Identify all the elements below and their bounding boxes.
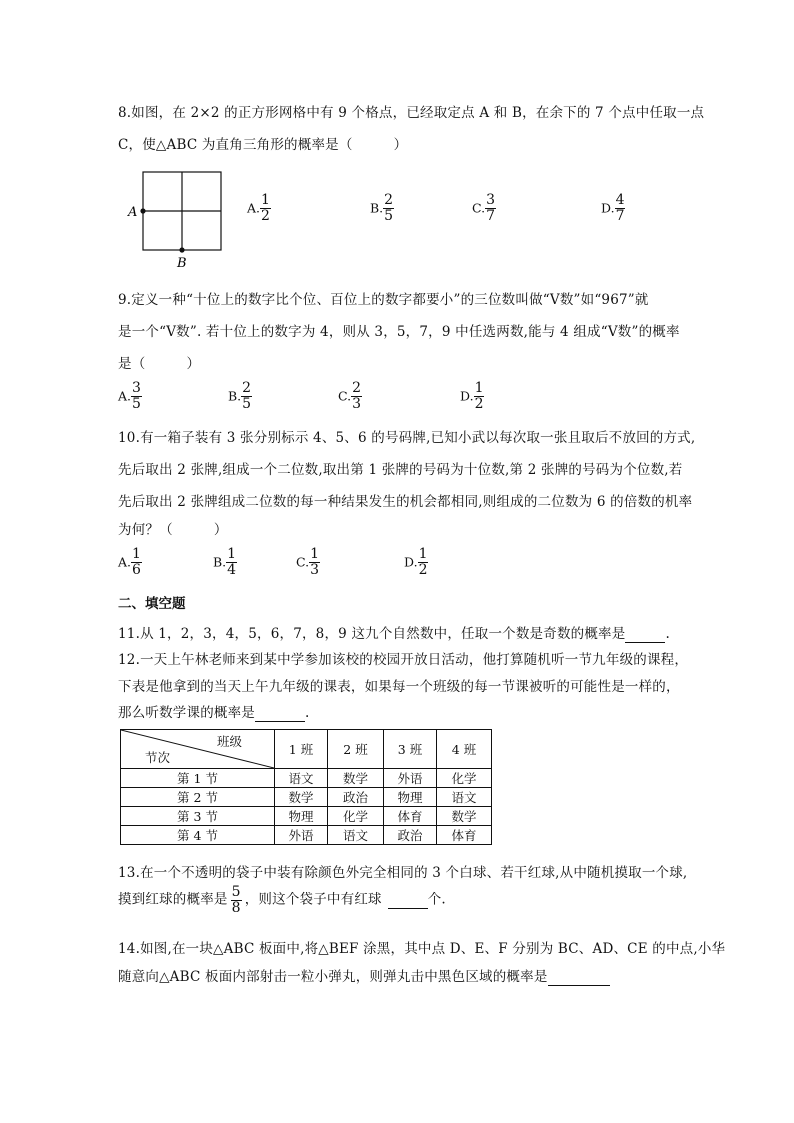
q13-text-mid: ，则这个袋子中有红球 xyxy=(244,891,382,908)
table-cell: 数学 xyxy=(275,788,328,807)
point-a-dot xyxy=(140,208,145,213)
q10-line-3: 先后取出 2 张牌组成二位数的每一种结果发生的机会都相同,则组成的二位数为 6 的倍数的机率 xyxy=(118,494,693,510)
table-cell: 外语 xyxy=(275,826,328,845)
table-cell: 体育 xyxy=(384,807,437,826)
q13-line-1: 13.在一个不透明的袋子中装有除颜色外完全相同的 3 个白球、若干红球,从中随机摸取一个球, xyxy=(118,865,688,881)
q13-text-pre: 摸到红球的概率是 xyxy=(118,891,228,908)
table-cell: 政治 xyxy=(384,826,437,845)
q10-line-2: 先后取出 2 张牌,组成一个二位数,取出第 1 张牌的号码为十位数,第 2 张牌的号码为个位数,若 xyxy=(118,462,683,478)
q14-line-1: 14.如图,在一块△ABC 板面中,将△BEF 涂黑，其中点 D、E、F 分别为 BC、AD、CE 的中点,小华 xyxy=(118,941,726,957)
q11-text: 11.从 1，2，3，4，5，6，7，8，9 这九个自然数中，任取一个数是奇数的概率是 xyxy=(118,626,626,642)
table-cell: 数学 xyxy=(328,769,384,788)
table-cell: 语文 xyxy=(328,826,384,845)
table-header-class: 4 班 xyxy=(437,730,492,769)
point-a-label: A xyxy=(128,205,138,220)
table-cell: 外语 xyxy=(384,769,437,788)
q12-line-2: 下表是他拿到的当天上午九年级的课表，如果每一个班级的每一节课被听的可能性是一样的， xyxy=(118,679,680,695)
q13-text-post: 个. xyxy=(427,891,446,908)
q13-fraction: $\frac{5}{8}$ xyxy=(231,884,241,916)
table-cell-period: 第 3 节 xyxy=(121,807,275,826)
table-cell: 物理 xyxy=(384,788,437,807)
q9-line-2: 是一个“V数”. 若十位上的数字为 4，则从 3，5，7，9 中任选两数,能与 4 组成“V数”的概率 xyxy=(118,324,680,340)
table-header-class: 1 班 xyxy=(275,730,328,769)
q12-line-1: 12.一天上午林老师来到某中学参加该校的校园开放日活动，他打算随机听一节九年级的课程， xyxy=(118,652,689,668)
q10-option-b[interactable]: B. $\frac{1}{4}$ xyxy=(213,546,237,578)
table-cell: 化学 xyxy=(437,769,492,788)
q8-option-b[interactable]: B. $\frac{2}{5}$ xyxy=(370,192,394,224)
table-row xyxy=(121,788,492,807)
corner-label-period: 节次 xyxy=(145,750,171,765)
table-cell: 政治 xyxy=(328,788,384,807)
q10-line-1: 10.有一箱子装有 3 张分别标示 4、5、6 的号码牌,已知小武以每次取一张且取后不放回的方式, xyxy=(118,430,696,446)
q11-answer-blank[interactable] xyxy=(625,626,665,643)
q9-option-c[interactable]: C. $\frac{2}{3}$ xyxy=(338,380,362,412)
q12-tail: . xyxy=(305,705,310,721)
q12-line-3-wrap xyxy=(118,701,310,722)
table-header-class: 2 班 xyxy=(328,730,384,769)
table-row xyxy=(121,769,492,788)
table-corner-cell xyxy=(121,730,275,769)
table-cell: 物理 xyxy=(275,807,328,826)
q8-line-1: 8.如图，在 2×2 的正方形网格中有 9 个格点，已经取定点 A 和 B，在余下的 7 个点中任取一点 xyxy=(118,105,705,121)
table-row xyxy=(121,826,492,845)
corner-diagonal-line xyxy=(121,730,274,768)
q8-line-2: C，使△ABC 为直角三角形的概率是（ ） xyxy=(118,137,408,153)
table-cell: 语文 xyxy=(275,769,328,788)
q12-line-3: 那么听数学课的概率是 xyxy=(118,705,255,721)
table-cell-period: 第 1 节 xyxy=(121,769,275,788)
q13-line-2 xyxy=(118,885,446,915)
section-title-fill-blank: 二、填空题 xyxy=(118,596,186,612)
table-cell: 语文 xyxy=(437,788,492,807)
table-cell: 数学 xyxy=(437,807,492,826)
table-cell: 化学 xyxy=(328,807,384,826)
table-cell-period: 第 4 节 xyxy=(121,826,275,845)
q9-option-a[interactable]: A. $\frac{3}{5}$ xyxy=(118,380,141,412)
corner-label-class: 班级 xyxy=(216,734,242,749)
q14-line-2 xyxy=(118,965,610,986)
table-cell-period: 第 2 节 xyxy=(121,788,275,807)
table-header-class: 3 班 xyxy=(384,730,437,769)
q9-option-b[interactable]: B. $\frac{2}{5}$ xyxy=(228,380,252,412)
timetable xyxy=(120,729,492,845)
point-b-dot xyxy=(179,247,184,252)
q10-option-d[interactable]: D. $\frac{1}{2}$ xyxy=(404,546,428,578)
q8-option-d[interactable]: D. $\frac{4}{7}$ xyxy=(601,192,625,224)
q11-tail: . xyxy=(665,626,670,642)
q9-line-1: 9.定义一种“十位上的数字比个位、百位上的数字都要小”的三位数叫做“V数”如“967”就 xyxy=(118,292,649,308)
q10-option-a[interactable]: A. $\frac{1}{6}$ xyxy=(118,546,141,578)
q10-line-4: 为何？（ ） xyxy=(118,522,228,538)
table-row xyxy=(121,807,492,826)
q8-option-a[interactable]: A. $\frac{1}{2}$ xyxy=(247,192,270,224)
table-cell: 体育 xyxy=(437,826,492,845)
q8-option-c[interactable]: C. $\frac{3}{7}$ xyxy=(472,192,496,224)
q10-option-c[interactable]: C. $\frac{1}{3}$ xyxy=(296,546,320,578)
q9-option-d[interactable]: D. $\frac{1}{2}$ xyxy=(460,380,484,412)
q9-line-3: 是（ ） xyxy=(118,356,201,372)
q14-answer-blank[interactable] xyxy=(548,969,610,986)
q11-line xyxy=(118,622,670,643)
point-b-label: B xyxy=(177,256,187,271)
grid-figure xyxy=(124,168,228,272)
q12-answer-blank[interactable] xyxy=(255,705,305,722)
q14-text: 随意向△ABC 板面内部射击一粒小弹丸，则弹丸击中黑色区域的概率是 xyxy=(118,969,548,985)
q13-answer-blank[interactable] xyxy=(388,892,428,909)
